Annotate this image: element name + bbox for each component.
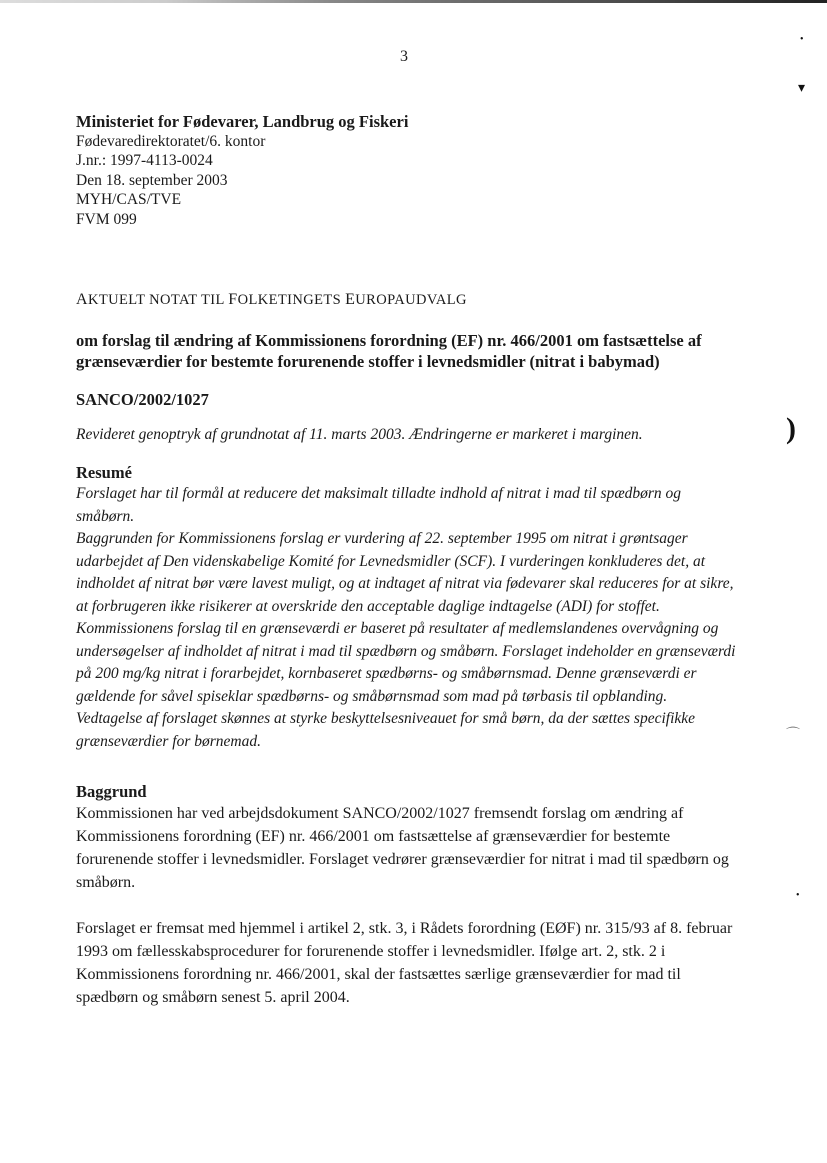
margin-speck: ▾ (798, 81, 806, 96)
baggrund-paragraph: Kommissionen har ved arbejdsdokument SANCO/2002/1027 fremsendt forslag om ændring af Kommissionens forordning (EF) nr. 466/2001 om fastsættelse af grænseværdier for bestemte forurenende stoffer i levnedsmidler. Forslaget vedrører grænseværdier for nitrat i mad til spædbørn og småbørn. (76, 805, 729, 891)
reference-code: SANCO/2002/1027 (76, 390, 209, 409)
margin-change-mark: ) (786, 412, 796, 445)
letterhead-line: MYH/CAS/TVE (76, 191, 182, 208)
paragraph-gap (76, 894, 736, 917)
margin-change-mark: ⌒ (786, 728, 800, 743)
margin-speck: • (796, 890, 800, 901)
proposal-title: om forslag til ændring af Kommissionens forordning (EF) nr. 466/2001 om fastsættelse af grænseværdier for bestemte forurenende stoffer i levnedsmidler (nitrat i babymad) (76, 331, 702, 371)
ministry-name: Ministeriet for Fødevarer, Landbrug og Fiskeri (76, 112, 409, 131)
resume-heading: Resumé (76, 463, 132, 482)
top-scan-rule (0, 0, 827, 3)
letterhead-line: Den 18. september 2003 (76, 171, 228, 189)
letterhead (76, 112, 736, 229)
margin-speck: • (800, 34, 804, 45)
baggrund-paragraph: Forslaget er fremsat med hjemmel i artikel 2, stk. 3, i Rådets forordning (EØF) nr. 315/93 af 8. februar 1993 om fællesskabsprocedurer for forurenende stoffer i levnedsmidler. Ifølge art. 2, stk. 2 i Kommissionens forordning nr. 466/2001, skal der fastsættes særlige grænseværdier for mad til spædbørn og småbørn senest 5. april 2004. (76, 920, 733, 1006)
letterhead-line: FVM 099 (76, 210, 137, 228)
resume-paragraph: Kommissionens forslag til en grænseværdi er baseret på resultater af medlemslandenes overvågning og undersøgelser af indholdet af nitrat i mad til spædbørn og småbørn. Forslaget indeholder en grænseværdi på 200 mg/kg nitrat i forarbejdet, kornbaseret spædbørns- og småbørnsmad. Denne grænseværdi er gældende for såvel spiseklar spædbørns- og småbørnsmad som mad på tørbasis til opblanding. (76, 620, 736, 705)
document-body (76, 112, 736, 1009)
revision-note: Revideret genoptryk af grundnotat af 11. marts 2003. Ændringerne er markeret i marginen. (76, 426, 643, 443)
baggrund-heading: Baggrund (76, 782, 147, 801)
resume-paragraph: Baggrunden for Kommissionens forslag er vurdering af 22. september 1995 om nitrat i grøntsager udarbejdet af Den videnskabelige Komité for Levnedsmidler (SCF). I vurderingen konkluderes det, at indholdet af nitrat bør være lavest muligt, og at indtaget af nitrat via fødevarer skal reduceres for at sikre, at forbrugeren ikke risikerer at overskride den acceptable daglige indtagelse (ADI) for stoffet. (76, 530, 734, 615)
letterhead-line: Fødevaredirektoratet/6. kontor (76, 132, 266, 150)
letterhead-line: J.nr.: 1997-4113-0024 (76, 152, 213, 169)
resume-paragraph: Vedtagelse af forslaget skønnes at styrke beskyttelsesniveauet for små børn, da der sættes specifikke grænseværdier for børnemad. (76, 710, 696, 750)
notat-title: AKTUELT NOTAT TIL FOLKETINGETS EUROPAUDVALG (76, 291, 467, 308)
resume-paragraph: Forslaget har til formål at reducere det maksimalt tilladte indhold af nitrat i mad til spædbørn og småbørn. (76, 485, 682, 525)
page-number: 3 (400, 48, 408, 65)
